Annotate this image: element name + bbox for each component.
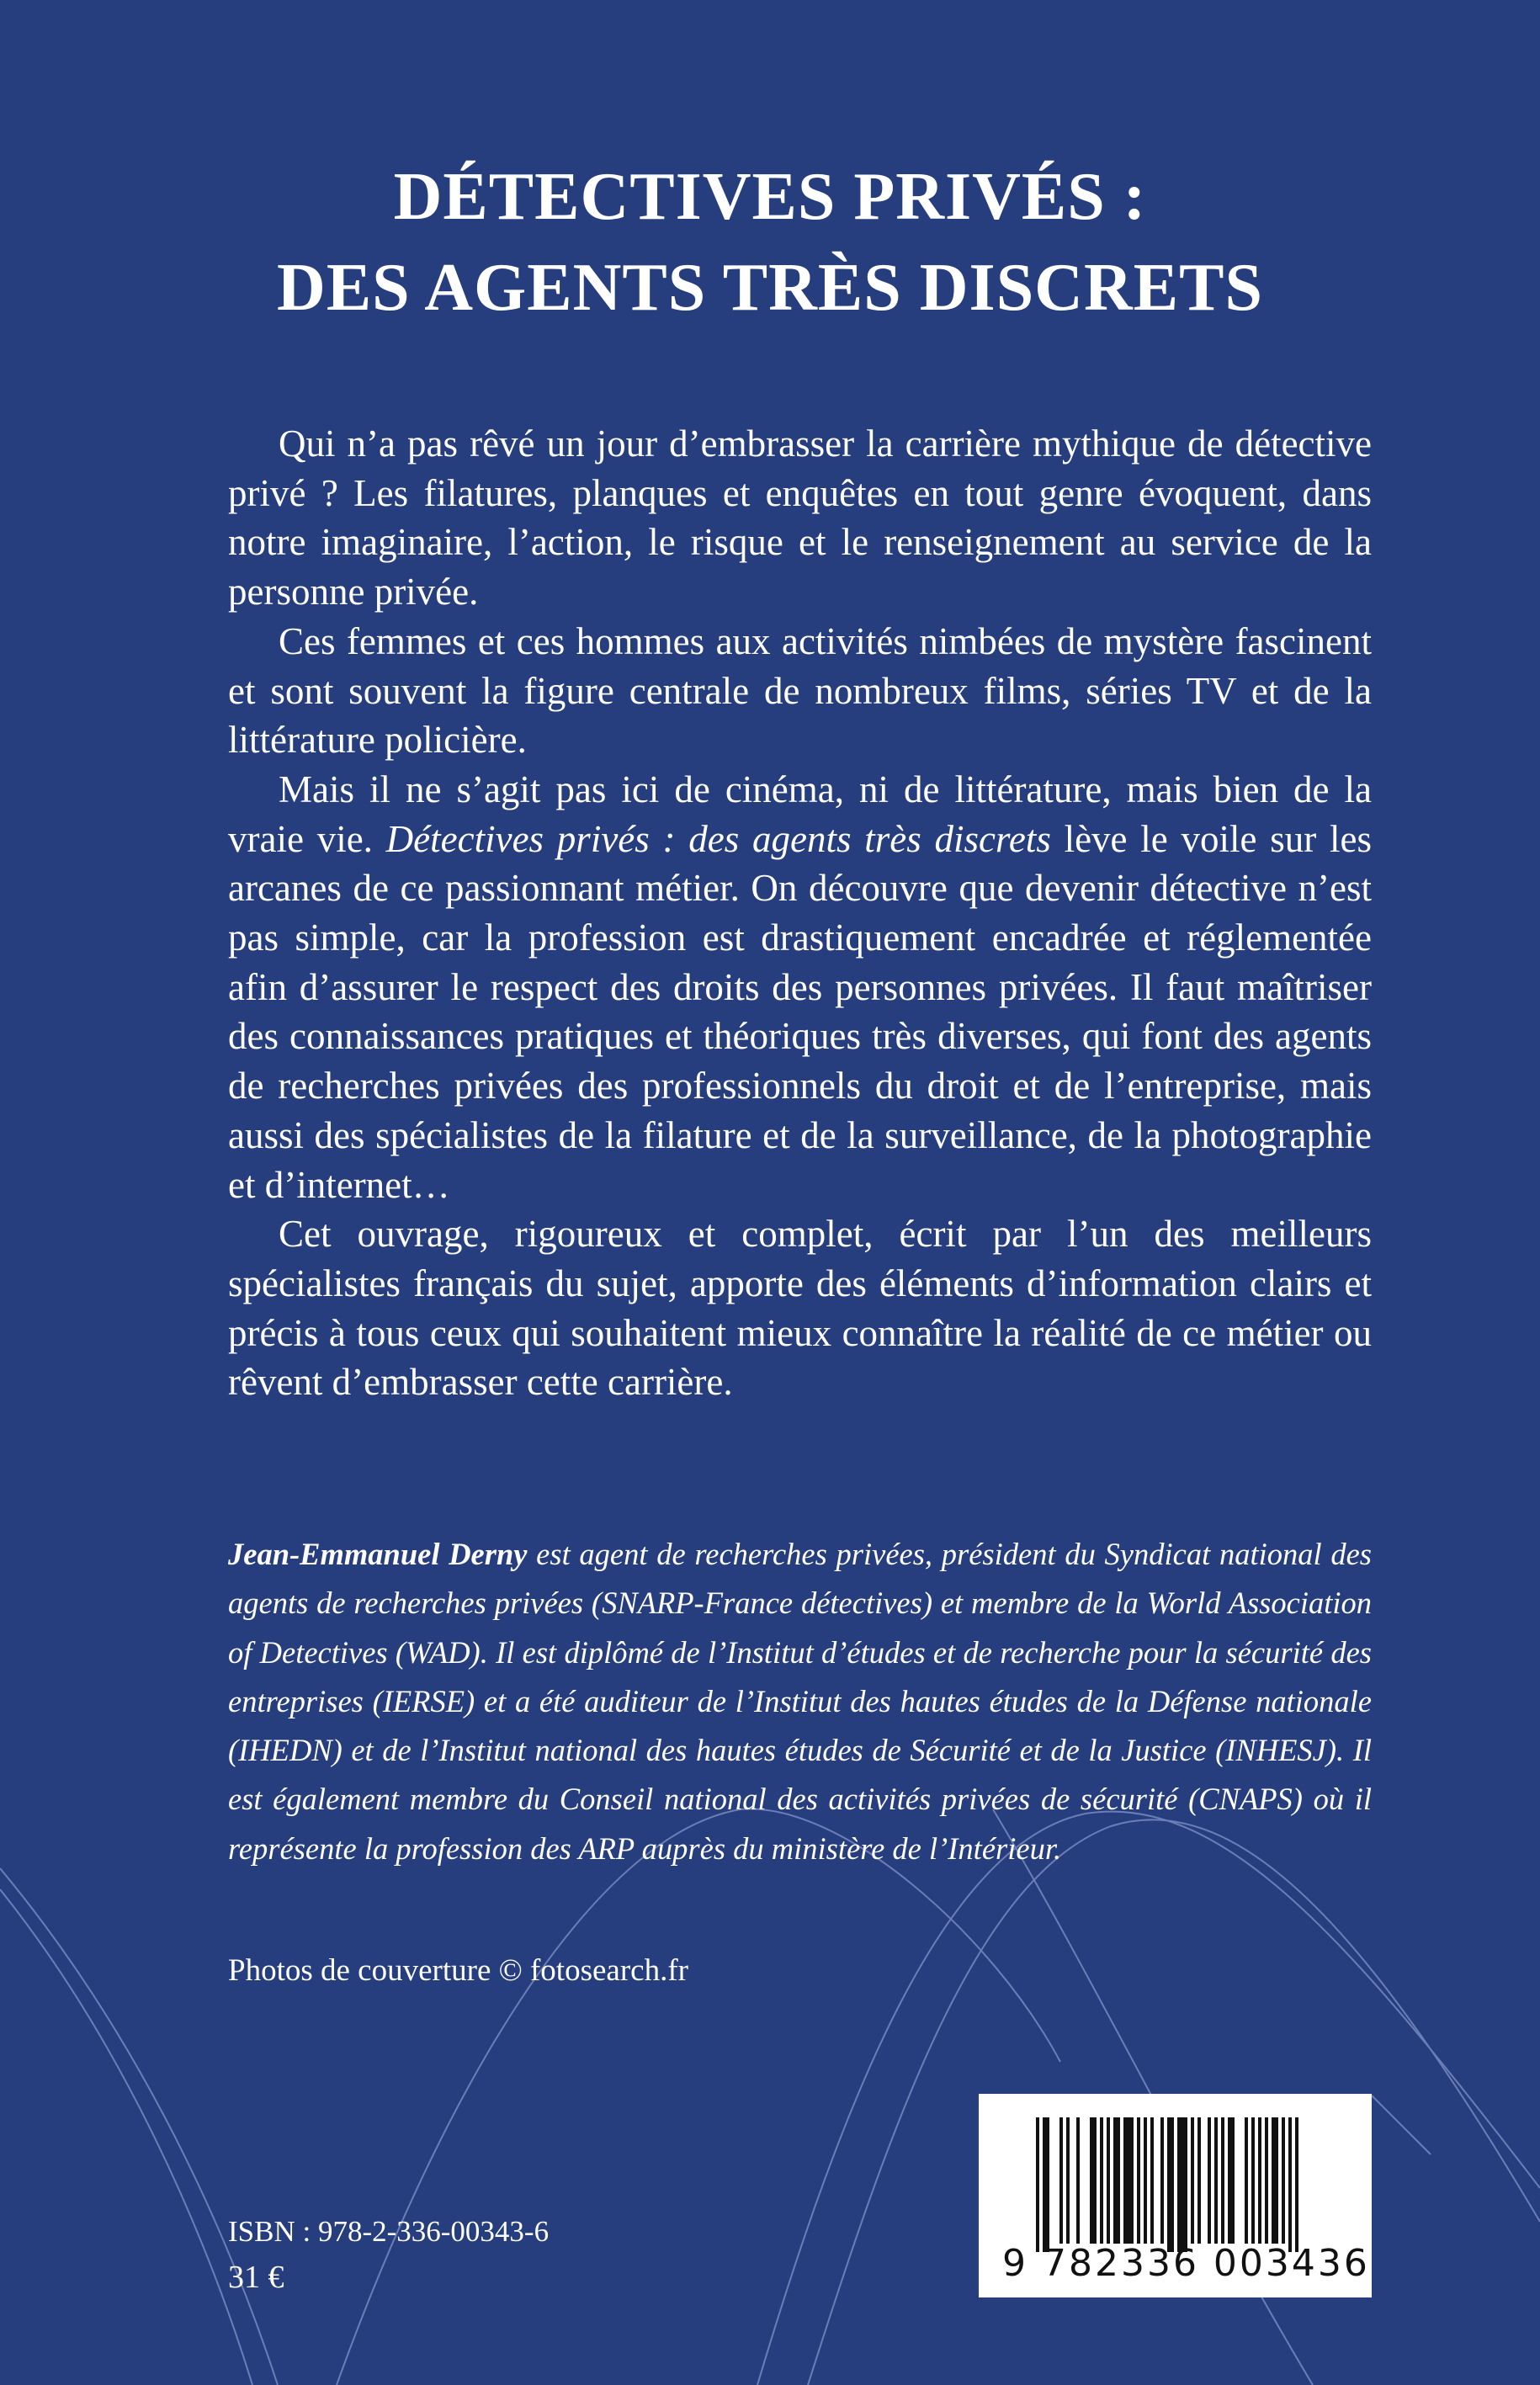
barcode-bar	[1123, 2117, 1134, 2244]
barcode-bar	[1258, 2117, 1261, 2244]
book-title	[0, 151, 1540, 333]
author-bio-text: est agent de recherches privées, président du Syndicat national des agents de recherches privées (SNARP-France détectives) et membre de la World Association of Detectives (WAD). Il est diplômé de l’Institut d’études et de recherche pour la sécurité des entreprises (IERSE) et a été auditeur de l’Institut des hautes études de la Défense nationale (IHEDN) et de l’Institut national des hautes études de Sécurité et de la Justice (INHESJ). Il est également membre du Conseil national des activités privées de sécurité (CNAPS) où il représente la profession des ARP auprès du ministère de l’Intérieur.	[228, 1537, 1372, 1866]
blurb	[228, 419, 1372, 1407]
barcode-bar	[1282, 2117, 1285, 2244]
barcode-bar	[1137, 2117, 1140, 2244]
barcode-bar	[1107, 2117, 1110, 2244]
barcode-bar	[1059, 2117, 1063, 2244]
barcode-bar	[1043, 2117, 1049, 2252]
barcode-bar	[1090, 2117, 1097, 2244]
barcode-bar	[1245, 2117, 1248, 2244]
barcode-bars	[1036, 2117, 1347, 2252]
barcode-bar	[1113, 2117, 1120, 2244]
barcode-bar	[1228, 2117, 1235, 2244]
price: 31 €	[228, 2260, 284, 2295]
isbn: ISBN : 978-2-336-00343-6	[228, 2215, 550, 2248]
barcode-bar	[1036, 2117, 1039, 2252]
barcode-bar	[1214, 2117, 1218, 2244]
barcode-bar	[1208, 2117, 1211, 2244]
barcode-digits: 9 782336 003436	[1002, 2242, 1370, 2285]
barcode-bar	[1265, 2117, 1268, 2244]
barcode-bar	[1272, 2117, 1278, 2244]
barcode-bar	[1288, 2117, 1292, 2252]
barcode-bar	[1076, 2117, 1080, 2244]
barcode-bar	[1150, 2117, 1154, 2244]
p3-book-title: Détectives privés : des agents très discrets	[385, 817, 1051, 860]
blurb-paragraph-1: Qui n’a pas rêvé un jour d’embrasser la carrière mythique de détective privé ? Les filatures, planques et enquêtes en tout genre évoquent, dans notre imaginaire, l’action, le risque et le renseignement au service de la personne privée.	[228, 422, 1372, 614]
title-line-1: DÉTECTIVES PRIVÉS :	[393, 160, 1147, 234]
barcode-bar	[1066, 2117, 1070, 2244]
blurb-paragraph-2: Ces femmes et ces hommes aux activités nimbées de mystère fascinent et sont souvent la figure centrale de nombreux films, séries TV et de la littérature policière.	[228, 619, 1372, 762]
barcode-bar	[1295, 2117, 1298, 2252]
barcode-bar	[1197, 2117, 1201, 2244]
barcode-bar	[1100, 2117, 1103, 2244]
blurb-paragraph-3	[228, 765, 1372, 1209]
blurb-paragraph-4: Cet ouvrage, rigoureux et complet, écrit par l’un des meilleurs spécialistes français du sujet, apporte des éléments d’information clairs et précis à tous ceux qui souhaitent mieux connaître la réalité de ce métier ou rêvent d’embrasser cette carrière.	[228, 1213, 1372, 1404]
barcode-bar	[1221, 2117, 1224, 2244]
barcode-bar	[1167, 2117, 1174, 2252]
photo-credit: Photos de couverture © fotosearch.fr	[228, 1953, 688, 1988]
barcode-bar	[1144, 2117, 1147, 2244]
barcode	[979, 2094, 1372, 2297]
barcode-bar	[1191, 2117, 1194, 2244]
barcode-bar	[1251, 2117, 1255, 2244]
author-name: Jean-Emmanuel Derny	[228, 1537, 528, 1571]
p3-text-b: lève le voile sur les arcanes de ce passionnant métier. On découvre que devenir détective n’est pas simple, car la profession est drastiquement encadrée et réglementée afin d’assurer le respect des droits des personnes privées. Il faut maîtriser des connaissances pratiques et théoriques très diverses, qui font des agents de recherches privées des professionnels du droit et de l’entreprise, mais aussi des spécialistes de la filature et de la surveillance, de la photographie et d’internet…	[228, 817, 1372, 1206]
barcode-bar	[1177, 2117, 1187, 2252]
barcode-bar	[1160, 2117, 1164, 2244]
author-bio	[228, 1530, 1372, 1873]
title-line-2: DES AGENTS TRÈS DISCRETS	[277, 251, 1263, 325]
p3-text-a: Mais il ne s’agit pas ici de cinéma, ni de littérature, mais bien de la vraie vie.	[228, 768, 1372, 860]
